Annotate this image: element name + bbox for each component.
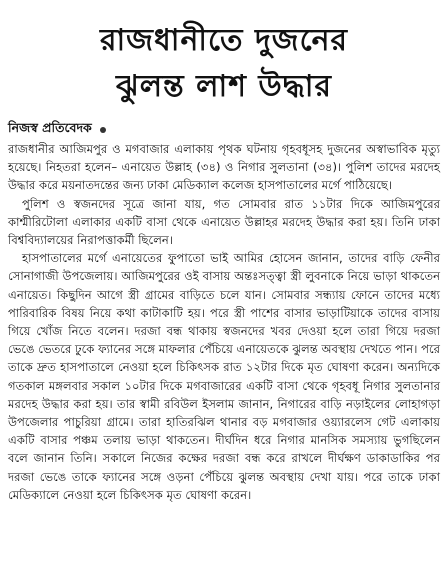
bullet-icon bbox=[100, 127, 106, 133]
byline-row bbox=[8, 120, 440, 140]
headline-line-1: রাজধানীতে দুজনের bbox=[99, 23, 349, 58]
paragraph-1: রাজধানীর আজিমপুর ও মগবাজার এলাকায় পৃথক ঘটনায় গৃহবধূসহ দুজনের অস্বাভাবিক মৃত্যু হয়েছে। নিহতরা হলেন– এনায়েত উল্লাহ (৩৪) ও নিগার সুলতানা (৩৪)। পুলিশ তাদের মরদেহ উদ্ধার করে ময়নাতদন্তের জন্য ঢাকা মেডিক্যাল কলেজ হাসপাতালের মর্গে পাঠিয়েছে। bbox=[8, 142, 440, 193]
headline-line-2: ঝুলন্ত লাশ উদ্ধার bbox=[116, 69, 332, 104]
byline: নিজস্ব প্রতিবেদক bbox=[8, 120, 92, 135]
paragraph-3: হাসপাতালের মর্গে এনায়েতের ফুপাতো ভাই আমির হোসেন জানান, তাদের বাড়ি ফেনীর সোনাগাজী উপজেলায়। আজিমপুরের ওই বাসায় অন্তঃসত্ত্বা স্ত্রী লুবনাকে নিয়ে ভাড়া থাকতেন এনায়েত। কিছুদিন আগে স্ত্রী গ্রামের বাড়িতে চলে যান। সোমবার সন্ধ্যায় ফোনে তাদের মধ্যে পারিবারিক বিষয় নিয়ে কথা কাটাকাটি হয়। পরে স্ত্রী পাশের বাসার ভাড়াটিয়াকে তাদের বাসায় গিয়ে খোঁজ নিতে বলেন। দরজা বন্ধ থাকায় স্বজনদের খবর দেওয়া হলে তারা গিয়ে দরজা ভেঙে ভেতরে ঢুকে ফ্যানের সঙ্গে মাফলার পেঁচিয়ে এনায়েতকে ঝুলন্ত অবস্থায় দেখতে পান। পরে তাকে দ্রুত হাসপাতালে নেওয়া হলে চিকিৎসক রাত ১২টার দিকে মৃত ঘোষণা করেন। অন্যদিকে গতকাল মঙ্গলবার সকাল ১০টার দিকে মগবাজারের একটি বাসা থেকে গৃহবধূ নিগার সুলতানার মরদেহ উদ্ধার করা হয়। তার স্বামী রবিউল ইসলাম জানান, নিগারের বাড়ি নড়াইলের লোহাগড়া উপজেলার পাচুরিয়া গ্রামে। তারা হাতিরঝিল থানার বড় মগবাজার ওয়্যারলেস গেট এলাকায় একটি বাসার পঞ্চম তলায় ভাড়া থাকতেন। দীর্ঘদিন ধরে নিগার মানসিক সমস্যায় ভুগছিলেন বলে জানান তিনি। সকালে নিজের কক্ষের দরজা বন্ধ করে রাখলে দীর্ঘক্ষণ ডাকাডাকির পর দরজা ভেঙে তাকে ফ্যানের সঙ্গে ওড়না পেঁচিয়ে ঝুলন্ত অবস্থায় দেখা যায়। পরে তাকে ঢাকা মেডিক্যালে নেওয়া হলে চিকিৎসক মৃত ঘোষণা করেন। bbox=[8, 251, 440, 502]
paragraph-2: পুলিশ ও স্বজনদের সূত্রে জানা যায়, গত সোমবার রাত ১১টার দিকে আজিমপুরের কাশ্মীরিটোলা এলাকার একটি বাসা থেকে এনায়েত উল্লাহর মরদেহ উদ্ধার করা হয়। তিনি ঢাকা বিশ্ববিদ্যালয়ের নিরাপত্তাকর্মী ছিলেন। bbox=[8, 196, 440, 248]
headline bbox=[8, 18, 440, 110]
